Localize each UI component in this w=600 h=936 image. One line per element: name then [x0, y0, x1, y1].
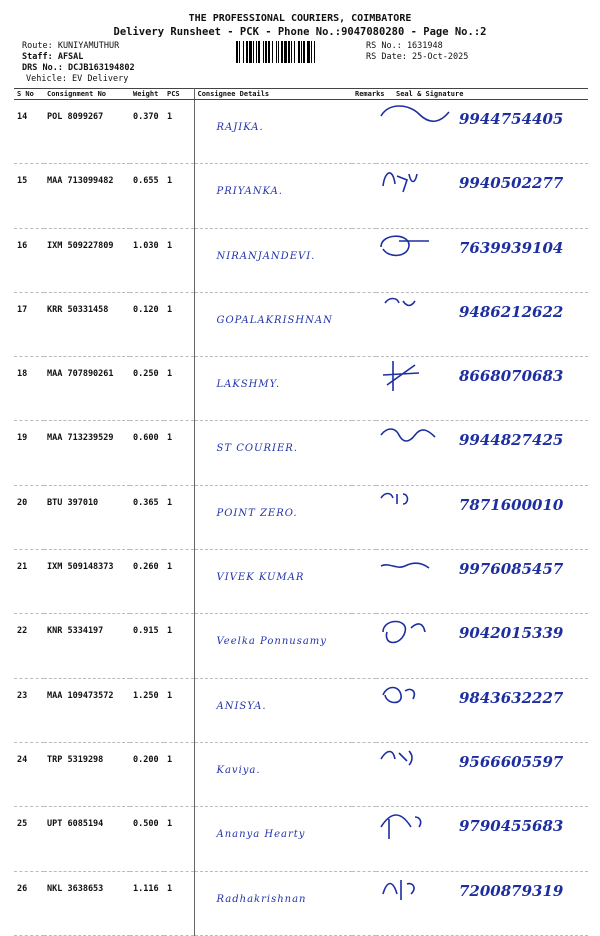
pieces-count: 1: [164, 614, 194, 678]
serial-number: 24: [14, 742, 44, 806]
weight-value: 0.260: [130, 550, 164, 614]
table-header-row: [14, 89, 588, 100]
consignee-cell: [194, 485, 352, 549]
table-row: [14, 550, 588, 614]
consignee-cell: [194, 228, 352, 292]
serial-number: 16: [14, 228, 44, 292]
consignee-name: ST COURIER.: [216, 443, 298, 455]
handwritten-signature: [379, 359, 451, 395]
handwritten-signature: [379, 102, 451, 138]
remarks-cell: [352, 550, 376, 614]
signature-area: [379, 807, 585, 848]
consignee-name: Kaviya.: [216, 764, 261, 776]
handwritten-phone: 9976085457: [459, 560, 564, 579]
handwritten-signature: [379, 231, 451, 267]
handwritten-phone: 9566605597: [459, 752, 564, 771]
handwritten-phone: 9486212622: [459, 302, 564, 321]
seal-signature-cell: [376, 550, 588, 614]
drs-number: DRS No.: DCJB163194802: [22, 63, 135, 73]
signature-area: [379, 550, 585, 591]
pieces-count: 1: [164, 871, 194, 935]
weight-value: 0.915: [130, 614, 164, 678]
handwritten-phone: 7871600010: [459, 495, 564, 514]
pieces-count: 1: [164, 164, 194, 228]
remarks-cell: [352, 807, 376, 871]
pieces-count: 1: [164, 807, 194, 871]
serial-number: 19: [14, 421, 44, 485]
consignee-name: Ananya Hearty: [216, 829, 306, 841]
seal-signature-cell: [376, 614, 588, 678]
handwritten-phone: 9940502277: [459, 174, 564, 193]
consignment-number: MAA 713239529: [44, 421, 130, 485]
consignee-name: ANISYA.: [216, 700, 267, 712]
staff-label: Staff: AFSAL: [22, 52, 84, 62]
consignee-name: LAKSHMY.: [216, 379, 281, 391]
signature-area: [379, 229, 585, 270]
route-label: Route: KUNIYAMUTHUR: [22, 41, 120, 51]
table-row: [14, 100, 588, 164]
table-row: [14, 357, 588, 421]
runsheet-subtitle: Delivery Runsheet - PCK - Phone No.:9047080280 - Page No.:2: [113, 26, 487, 38]
consignee-cell: [194, 550, 352, 614]
remarks-cell: [352, 485, 376, 549]
weight-value: 0.120: [130, 292, 164, 356]
consignee-name: VIVEK KUMAR: [216, 572, 305, 584]
serial-number: 20: [14, 485, 44, 549]
pieces-count: 1: [164, 357, 194, 421]
table-row: [14, 742, 588, 806]
seal-signature-cell: [376, 228, 588, 292]
remarks-cell: [352, 164, 376, 228]
serial-number: 21: [14, 550, 44, 614]
handwritten-signature: [379, 423, 451, 459]
weight-value: 1.250: [130, 678, 164, 742]
remarks-cell: [352, 421, 376, 485]
serial-number: 23: [14, 678, 44, 742]
table-row: [14, 678, 588, 742]
table-body: [14, 100, 588, 936]
consignment-number: IXM 509148373: [44, 550, 130, 614]
seal-signature-cell: [376, 871, 588, 935]
consignee-cell: [194, 678, 352, 742]
weight-value: 0.655: [130, 164, 164, 228]
handwritten-signature: [379, 616, 451, 652]
consignment-number: KNR 5334197: [44, 614, 130, 678]
handwritten-phone: 9790455683: [459, 817, 564, 836]
runsheet-table: [14, 88, 588, 936]
handwritten-signature: [379, 488, 451, 524]
weight-value: 0.500: [130, 807, 164, 871]
table-row: [14, 614, 588, 678]
header-seal: Seal & Signature: [376, 89, 588, 100]
consignee-cell: [194, 357, 352, 421]
consignee-cell: [194, 164, 352, 228]
table-row: [14, 485, 588, 549]
consignment-number: POL 8099267: [44, 100, 130, 164]
handwritten-phone: 9843632227: [459, 688, 564, 707]
company-title: THE PROFESSIONAL COURIERS, COIMBATORE: [188, 13, 412, 24]
handwritten-signature: [379, 745, 451, 781]
table-row: [14, 292, 588, 356]
consignment-number: NKL 3638653: [44, 871, 130, 935]
weight-value: 0.600: [130, 421, 164, 485]
handwritten-phone: 9944827425: [459, 431, 564, 450]
header-remarks: Remarks: [352, 89, 376, 100]
seal-signature-cell: [376, 742, 588, 806]
header-consignee: Consignee Details: [194, 89, 352, 100]
weight-value: 1.030: [130, 228, 164, 292]
serial-number: 25: [14, 807, 44, 871]
consignee-name: Veelka Ponnusamy: [216, 636, 327, 648]
remarks-cell: [352, 678, 376, 742]
handwritten-signature: [379, 681, 451, 717]
handwritten-phone: 9042015339: [459, 624, 564, 643]
handwritten-signature: [379, 874, 451, 910]
consignee-cell: [194, 871, 352, 935]
consignee-cell: [194, 742, 352, 806]
consignee-cell: [194, 292, 352, 356]
signature-area: [379, 743, 585, 784]
pieces-count: 1: [164, 292, 194, 356]
weight-value: 0.370: [130, 100, 164, 164]
table-row: [14, 228, 588, 292]
consignee-cell: [194, 807, 352, 871]
consignment-number: MAA 713099482: [44, 164, 130, 228]
seal-signature-cell: [376, 678, 588, 742]
signature-area: [379, 421, 585, 462]
seal-signature-cell: [376, 485, 588, 549]
consignee-cell: [194, 100, 352, 164]
consignee-cell: [194, 614, 352, 678]
consignee-name: RAJIKA.: [216, 122, 264, 133]
consignment-number: BTU 397010: [44, 485, 130, 549]
pieces-count: 1: [164, 678, 194, 742]
consignment-number: UPT 6085194: [44, 807, 130, 871]
seal-signature-cell: [376, 357, 588, 421]
handwritten-phone: 8668070683: [459, 367, 564, 386]
weight-value: 0.200: [130, 742, 164, 806]
signature-area: [379, 614, 585, 655]
pieces-count: 1: [164, 228, 194, 292]
handwritten-signature: [379, 295, 451, 331]
remarks-cell: [352, 357, 376, 421]
header-sno: S No: [14, 89, 44, 100]
seal-signature-cell: [376, 100, 588, 164]
rs-date: RS Date: 25-Oct-2025: [366, 52, 469, 62]
handwritten-signature: [379, 552, 451, 588]
serial-number: 17: [14, 292, 44, 356]
vehicle-label: Vehicle: EV Delivery: [26, 74, 129, 84]
handwritten-phone: 7639939104: [459, 238, 564, 257]
handwritten-signature: [379, 166, 451, 202]
consignee-cell: [194, 421, 352, 485]
signature-area: [379, 679, 585, 720]
remarks-cell: [352, 871, 376, 935]
table-row: [14, 807, 588, 871]
seal-signature-cell: [376, 807, 588, 871]
remarks-cell: [352, 614, 376, 678]
consignment-number: MAA 707890261: [44, 357, 130, 421]
rs-number: RS No.: 1631948: [366, 41, 443, 51]
header-consignment: Consignment No: [44, 89, 130, 100]
weight-value: 0.250: [130, 357, 164, 421]
pieces-count: 1: [164, 550, 194, 614]
consignee-name: NIRANJANDEVI.: [216, 250, 316, 262]
seal-signature-cell: [376, 421, 588, 485]
serial-number: 15: [14, 164, 44, 228]
signature-area: [379, 164, 585, 205]
consignee-name: GOPALAKRISHNAN: [216, 314, 333, 326]
seal-signature-cell: [376, 292, 588, 356]
handwritten-signature: [379, 809, 451, 845]
seal-signature-cell: [376, 164, 588, 228]
header-weight: Weight: [130, 89, 164, 100]
table-row: [14, 164, 588, 228]
barcode: [236, 41, 360, 63]
remarks-cell: [352, 292, 376, 356]
consignment-number: KRR 50331458: [44, 292, 130, 356]
signature-area: [379, 872, 585, 913]
serial-number: 18: [14, 357, 44, 421]
table-row: [14, 871, 588, 935]
serial-number: 14: [14, 100, 44, 164]
pieces-count: 1: [164, 100, 194, 164]
weight-value: 1.116: [130, 871, 164, 935]
consignee-name: PRIYANKA.: [216, 186, 283, 198]
weight-value: 0.365: [130, 485, 164, 549]
serial-number: 22: [14, 614, 44, 678]
serial-number: 26: [14, 871, 44, 935]
consignee-name: POINT ZERO.: [216, 507, 298, 519]
remarks-cell: [352, 742, 376, 806]
signature-area: [379, 486, 585, 527]
consignee-name: Radhakrishnan: [216, 893, 307, 905]
consignment-number: MAA 109473572: [44, 678, 130, 742]
signature-area: [379, 293, 585, 334]
pieces-count: 1: [164, 421, 194, 485]
pieces-count: 1: [164, 742, 194, 806]
handwritten-phone: 9944754405: [459, 110, 564, 128]
header-pcs: PCS: [164, 89, 194, 100]
table-row: [14, 421, 588, 485]
handwritten-phone: 7200879319: [459, 881, 564, 900]
remarks-cell: [352, 228, 376, 292]
remarks-cell: [352, 100, 376, 164]
consignment-number: TRP 5319298: [44, 742, 130, 806]
consignment-number: IXM 509227809: [44, 228, 130, 292]
signature-area: [379, 100, 585, 141]
signature-area: [379, 357, 585, 398]
pieces-count: 1: [164, 485, 194, 549]
